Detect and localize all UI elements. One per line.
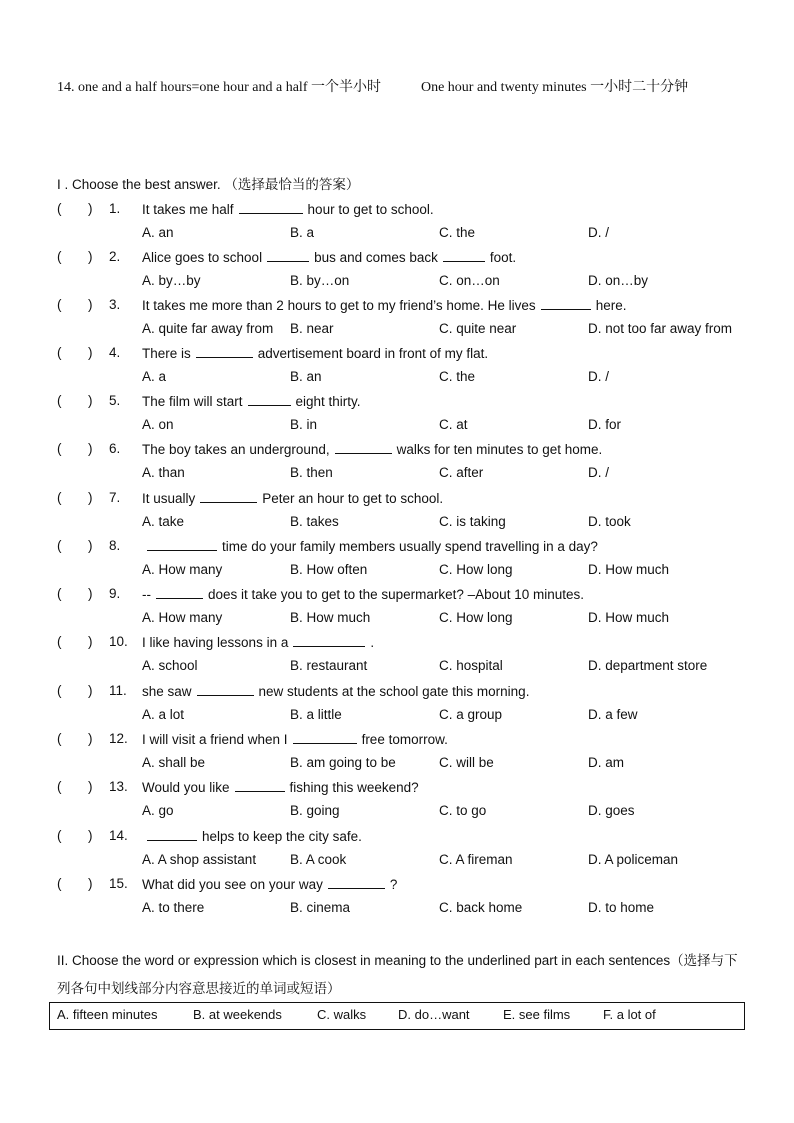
option-b: B. in [290,417,318,432]
option-d: D. a few [588,707,638,722]
word-bank-choice: D. do…want [398,1007,470,1022]
question-stem [142,393,361,409]
question-stem [142,731,448,747]
question-number: 1. [109,201,121,216]
answer-paren-open: ( [57,201,62,216]
answer-paren-close: ) [88,201,93,216]
question-text: eight thirty. [295,394,361,409]
option-c: C. the [439,225,476,240]
option-a: A. take [142,514,185,529]
option-b: B. near [290,321,334,336]
question-text: -- [142,587,151,602]
answer-paren-open: ( [57,876,62,891]
question-text: Would you like [142,780,230,795]
answer-paren-close: ) [88,538,93,553]
option-a: A. than [142,465,185,480]
question-stem [142,586,584,602]
question-number: 3. [109,297,121,312]
option-a: A. to there [142,900,205,915]
question-number: 9. [109,586,121,601]
question-text: here. [595,298,627,313]
question-number: 12. [109,731,128,746]
option-d: D. am [588,755,625,770]
answer-blank [443,249,485,262]
question-number: 13. [109,779,128,794]
answer-blank [235,779,285,792]
answer-blank [200,490,257,503]
option-a: A. A shop assistant [142,852,257,867]
option-c: C. on…on [439,273,500,288]
question-text: It takes me half [142,202,234,217]
question-stem [142,345,488,361]
word-bank-choice: E. see films [503,1007,571,1022]
question-row [57,538,747,586]
answer-paren-close: ) [88,345,93,360]
question-text: Alice goes to school [142,250,263,265]
answer-paren-open: ( [57,441,62,456]
option-d: D. on…by [588,273,649,288]
question-stem [142,876,397,892]
question-text: What did you see on your way [142,877,323,892]
note-line [57,77,747,98]
question-text: There is [142,346,191,361]
question-stem [142,441,602,457]
question-text: . [370,635,375,650]
question-stem [142,538,598,554]
option-b: B. How much [290,610,371,625]
option-d: D. / [588,225,610,240]
word-bank-box [49,1002,745,1030]
question-text: I like having lessons in a [142,635,289,650]
option-c: C. How long [439,562,513,577]
answer-blank [328,876,385,889]
word-bank-choice: B. at weekends [193,1007,282,1022]
answer-paren-close: ) [88,393,93,408]
question-row [57,393,747,441]
question-row [57,201,747,249]
question-stem [142,828,362,844]
answer-paren-close: ) [88,586,93,601]
note-part-1: 14. one and a half hours=one hour and a half 一个半小时 [57,80,381,95]
question-row [57,297,747,345]
question-row [57,345,747,393]
question-text: It takes me more than 2 hours to get to my friend’s home. He lives [142,298,536,313]
question-text: does it take you to get to the supermarket? –About 10 minutes. [208,587,584,602]
option-b: B. an [290,369,322,384]
question-stem [142,490,443,506]
answer-blank [156,586,203,599]
question-row [57,731,747,779]
option-a: A. a lot [142,707,185,722]
answer-paren-close: ) [88,683,93,698]
option-a: A. shall be [142,755,206,770]
question-stem [142,779,419,795]
option-a: A. How many [142,610,223,625]
question-stem [142,683,529,699]
section-2-title: II. Choose the word or expression which is closest in meaning to the underlined part in each sentences（选择与下列各句中划线部分内容意思接近的单词或短语） [57,953,738,996]
option-d: D. to home [588,900,655,915]
option-d: D. / [588,369,610,384]
answer-paren-open: ( [57,345,62,360]
question-text: Peter an hour to get to school. [262,491,444,506]
option-b: B. takes [290,514,339,529]
word-bank-choice: F. a lot of [603,1007,656,1022]
option-a: A. quite far away from [142,321,274,336]
question-text: new students at the school gate this morning. [258,684,530,699]
word-bank-choice: A. fifteen minutes [57,1007,158,1022]
option-c: C. is taking [439,514,506,529]
option-c: C. A fireman [439,852,513,867]
option-d: D. not too far away from [588,321,733,336]
option-d: D. A policeman [588,852,679,867]
option-c: C. How long [439,610,513,625]
question-text: bus and comes back [314,250,438,265]
option-b: B. A cook [290,852,347,867]
answer-paren-close: ) [88,731,93,746]
option-a: A. by…by [142,273,201,288]
option-a: A. a [142,369,167,384]
question-number: 15. [109,876,128,891]
answer-paren-open: ( [57,249,62,264]
question-stem [142,634,374,650]
answer-paren-open: ( [57,731,62,746]
question-row [57,828,747,876]
question-text: advertisement board in front of my flat. [257,346,489,361]
answer-paren-close: ) [88,490,93,505]
question-text: I will visit a friend when I [142,732,288,747]
answer-blank [147,538,217,551]
answer-blank [147,828,197,841]
answer-paren-open: ( [57,779,62,794]
question-number: 14. [109,828,128,843]
answer-paren-close: ) [88,828,93,843]
question-text: fishing this weekend? [289,780,419,795]
question-row [57,490,747,538]
question-text: ? [389,877,398,892]
question-number: 7. [109,490,121,505]
option-d: D. for [588,417,622,432]
question-number: 11. [109,683,127,698]
answer-blank [197,683,254,696]
answer-paren-close: ) [88,441,93,456]
answer-blank [293,634,365,647]
answer-blank [239,201,303,214]
question-number: 6. [109,441,121,456]
answer-paren-close: ) [88,297,93,312]
question-row [57,586,747,634]
answer-paren-close: ) [88,779,93,794]
question-number: 8. [109,538,121,553]
question-number: 10. [109,634,128,649]
question-text: It usually [142,491,196,506]
answer-paren-open: ( [57,538,62,553]
option-a: A. school [142,658,198,673]
question-row [57,683,747,731]
option-b: B. then [290,465,333,480]
option-d: D. How much [588,610,670,625]
answer-paren-open: ( [57,634,62,649]
question-text: she saw [142,684,192,699]
option-c: C. will be [439,755,494,770]
answer-blank [541,297,591,310]
question-text: The film will start [142,394,243,409]
question-text: The boy takes an underground, [142,442,330,457]
option-c: C. after [439,465,484,480]
option-a: A. How many [142,562,223,577]
answer-paren-open: ( [57,393,62,408]
question-text: foot. [489,250,517,265]
answer-paren-close: ) [88,249,93,264]
answer-paren-close: ) [88,634,93,649]
option-d: D. department store [588,658,708,673]
question-stem [142,249,516,265]
question-text: hour to get to school. [307,202,434,217]
option-c: C. the [439,369,476,384]
answer-blank [335,441,392,454]
note-part-2: One hour and twenty minutes 一小时二十分钟 [420,80,689,95]
option-a: A. on [142,417,174,432]
question-text: free tomorrow. [361,732,448,747]
option-c: C. quite near [439,321,517,336]
option-d: D. goes [588,803,635,818]
answer-paren-open: ( [57,828,62,843]
question-row [57,249,747,297]
option-a: A. an [142,225,174,240]
option-b: B. a little [290,707,342,722]
section-1-title: I . Choose the best answer. （选择最恰当的答案） [57,177,360,192]
option-d: D. took [588,514,631,529]
option-b: B. restaurant [290,658,368,673]
question-stem [142,297,626,313]
option-b: B. How often [290,562,368,577]
question-row [57,876,747,924]
answer-blank [267,249,309,262]
question-text: time do your family members usually spend travelling in a day? [222,539,598,554]
option-c: C. to go [439,803,487,818]
option-b: B. by…on [290,273,350,288]
question-text: walks for ten minutes to get home. [396,442,603,457]
question-number: 4. [109,345,121,360]
question-number: 5. [109,393,121,408]
word-bank-choice: C. walks [317,1007,367,1022]
question-stem [142,201,434,217]
answer-paren-close: ) [88,876,93,891]
answer-blank [196,345,253,358]
question-number: 2. [109,249,121,264]
question-row [57,441,747,489]
option-b: B. going [290,803,340,818]
option-b: B. am going to be [290,755,396,770]
answer-blank [293,731,357,744]
answer-paren-open: ( [57,683,62,698]
answer-blank [248,393,291,406]
answer-paren-open: ( [57,297,62,312]
option-d: D. How much [588,562,670,577]
option-c: C. back home [439,900,523,915]
question-row [57,779,747,827]
option-a: A. go [142,803,174,818]
option-b: B. a [290,225,315,240]
question-text: helps to keep the city safe. [202,829,362,844]
question-row [57,634,747,682]
answer-paren-open: ( [57,586,62,601]
option-d: D. / [588,465,610,480]
option-c: C. a group [439,707,503,722]
option-b: B. cinema [290,900,351,915]
option-c: C. hospital [439,658,503,673]
option-c: C. at [439,417,468,432]
answer-paren-open: ( [57,490,62,505]
